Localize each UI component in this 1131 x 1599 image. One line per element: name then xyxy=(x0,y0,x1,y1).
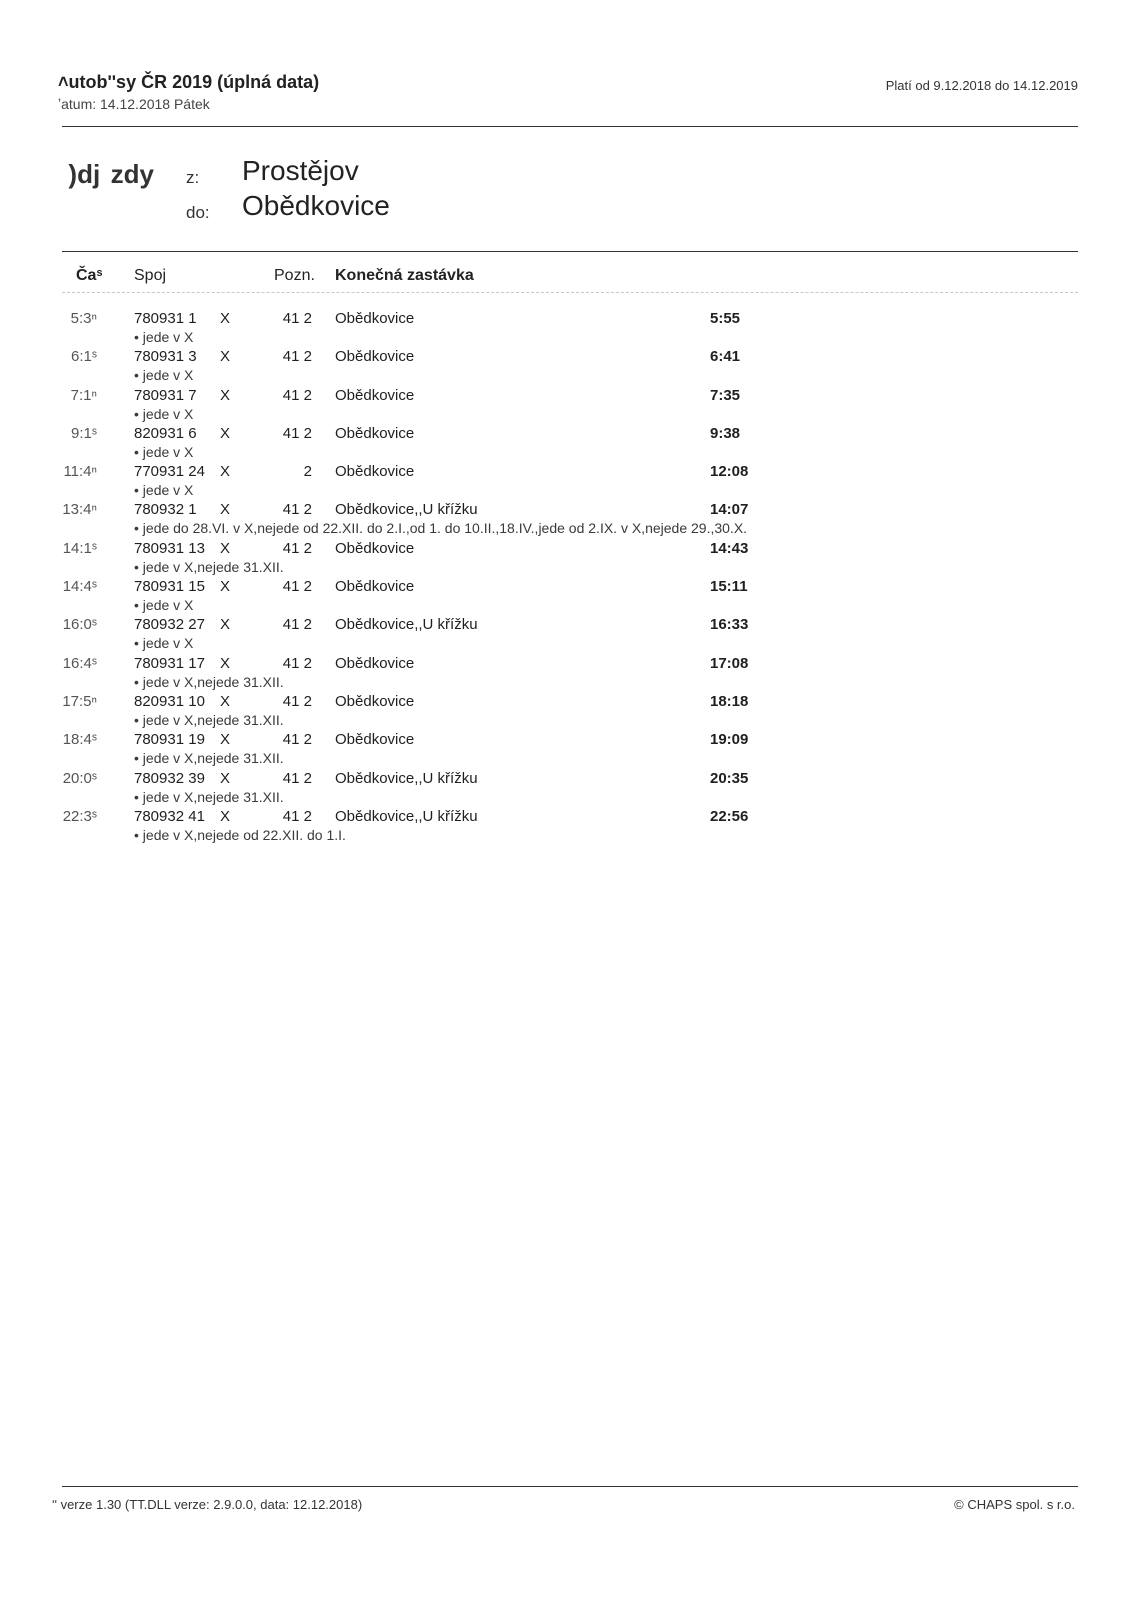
departure-row xyxy=(0,310,1131,348)
route-note: 2 xyxy=(303,463,312,481)
departure-time: 5:3ⁿ xyxy=(70,310,97,327)
arrival-time: 18:18 xyxy=(710,692,749,710)
column-header-divider xyxy=(62,292,1078,293)
service-remark: • jede v X,nejede 31.XII. xyxy=(134,711,284,728)
connection-number: 780931 3 xyxy=(134,348,197,366)
route-note: 41 2 xyxy=(282,539,312,557)
service-code: X xyxy=(220,310,231,327)
final-stop: Obědkovice,,U křížku xyxy=(335,501,478,519)
route-note: 41 2 xyxy=(282,807,312,825)
route-note: 41 2 xyxy=(282,501,312,519)
service-remark: • jede v X xyxy=(134,367,194,384)
departure-row xyxy=(0,578,1131,616)
footer-divider xyxy=(62,1486,1078,1487)
service-remark: • jede v X,nejede 31.XII. xyxy=(134,750,284,767)
arrival-time: 7:35 xyxy=(710,386,741,404)
final-stop: Obědkovice xyxy=(335,463,415,481)
column-header-time: Čaˢ xyxy=(76,267,103,284)
departure-row xyxy=(0,501,1131,539)
service-code: X xyxy=(220,386,231,404)
arrival-time: 15:11 xyxy=(710,578,748,596)
departure-row xyxy=(0,463,1131,501)
destination-station: Obědkovice xyxy=(242,190,390,221)
connection-number: 780931 7 xyxy=(134,386,197,404)
route-block xyxy=(58,155,758,235)
departure-row xyxy=(0,348,1131,386)
final-stop: Obědkovice xyxy=(335,348,415,366)
connection-number: 780932 1 xyxy=(134,501,197,519)
route-note: 41 2 xyxy=(282,386,312,404)
connection-number: 780932 39 xyxy=(134,769,205,787)
service-remark: • jede v X xyxy=(134,635,194,652)
service-code: X xyxy=(220,769,231,787)
departure-row xyxy=(0,808,1131,846)
service-remark: • jede v X,nejede od 22.XII. do 1.I. xyxy=(134,826,346,843)
document-title: ˄utobʹʹsy ČR 2019 (úplná data) xyxy=(58,72,320,92)
departures-list xyxy=(0,310,1131,846)
arrival-time: 6:41 xyxy=(710,348,741,366)
copyright: © CHAPS spol. s r.o. xyxy=(954,1497,1075,1512)
document-date: ʼatum: 14.12.2018 Pátek xyxy=(58,96,210,112)
service-code: X xyxy=(220,654,231,672)
departure-time: 18:4ˢ xyxy=(62,731,97,749)
final-stop: Obědkovice xyxy=(335,424,415,442)
route-note: 41 2 xyxy=(282,692,312,710)
service-remark: • jede do 28.VI. v X,nejede od 22.XII. do 2.I.,od 1. do 10.II.,18.IV.,jede od 2.IX. v X,nejede 29.,30.X. xyxy=(134,520,748,537)
departure-time: 14:1ˢ xyxy=(62,539,97,557)
connection-number: 780931 15 xyxy=(134,578,205,596)
service-code: X xyxy=(220,539,231,557)
final-stop: Obědkovice xyxy=(335,692,415,710)
connection-number: 780931 17 xyxy=(134,654,205,672)
connection-number: 770931 24 xyxy=(134,463,205,481)
arrival-time: 9:38 xyxy=(710,424,741,442)
arrival-time: 20:35 xyxy=(710,769,749,787)
connection-number: 780931 19 xyxy=(134,731,205,749)
arrival-time: 5:55 xyxy=(710,310,741,327)
service-code: X xyxy=(220,348,231,366)
route-note: 41 2 xyxy=(282,769,312,787)
final-stop: Obědkovice,,U křížku xyxy=(335,807,478,825)
final-stop: Obědkovice xyxy=(335,731,415,749)
service-remark: • jede v X,nejede 31.XII. xyxy=(134,788,284,805)
validity-period: Platí od 9.12.2018 do 14.12.2019 xyxy=(885,78,1078,93)
connection-number: 780932 27 xyxy=(134,616,205,634)
route-note: 41 2 xyxy=(282,348,312,366)
departure-time: 17:5ⁿ xyxy=(62,692,97,710)
arrival-time: 16:33 xyxy=(710,616,749,634)
connection-number: 780931 13 xyxy=(134,539,205,557)
departure-row xyxy=(0,540,1131,578)
final-stop: Obědkovice,,U křížku xyxy=(335,616,478,634)
departure-time: 16:4ˢ xyxy=(62,654,97,672)
service-code: X xyxy=(220,731,231,749)
column-header-note: Pozn. xyxy=(274,267,315,284)
from-label: z: xyxy=(186,168,200,187)
departure-time: 20:0ˢ xyxy=(62,769,97,787)
service-remark: • jede v X xyxy=(134,405,194,422)
page-header xyxy=(58,72,1078,126)
connection-number: 780932 41 xyxy=(134,807,205,825)
software-version: ʹʹ verze 1.30 (TT.DLL verze: 2.9.0.0, data: 12.12.2018) xyxy=(52,1497,363,1512)
column-header-final-stop: Konečná zastávka xyxy=(335,267,474,284)
arrival-time: 14:07 xyxy=(710,501,749,519)
service-code: X xyxy=(220,424,231,442)
departure-row xyxy=(0,425,1131,463)
departure-row xyxy=(0,693,1131,731)
final-stop: Obědkovice xyxy=(335,654,415,672)
departure-row xyxy=(0,655,1131,693)
route-note: 41 2 xyxy=(282,731,312,749)
service-code: X xyxy=(220,463,231,481)
departure-row xyxy=(0,770,1131,808)
final-stop: Obědkovice,,U křížku xyxy=(335,769,478,787)
arrival-time: 12:08 xyxy=(710,463,749,481)
connection-number: 820931 10 xyxy=(134,692,205,710)
service-code: X xyxy=(220,501,231,519)
origin-station: Prostějov xyxy=(242,155,359,186)
arrival-time: 22:56 xyxy=(710,807,749,825)
departure-time: 9:1ˢ xyxy=(71,424,97,442)
service-code: X xyxy=(220,578,231,596)
to-label: do: xyxy=(186,203,210,222)
service-remark: • jede v X xyxy=(134,443,194,460)
final-stop: Obědkovice xyxy=(335,539,415,557)
connection-number: 780931 1 xyxy=(134,310,197,327)
header-divider xyxy=(62,126,1078,127)
departure-time: 16:0ˢ xyxy=(62,616,97,634)
service-remark: • jede v X,nejede 31.XII. xyxy=(134,673,284,690)
departure-time: 14:4ˢ xyxy=(62,578,97,596)
service-remark: • jede v X xyxy=(134,482,194,499)
final-stop: Obědkovice xyxy=(335,578,415,596)
route-note: 41 2 xyxy=(282,578,312,596)
departure-time: 22:3ˢ xyxy=(62,807,97,825)
service-code: X xyxy=(220,616,231,634)
arrival-time: 19:09 xyxy=(710,731,749,749)
service-remark: • jede v X xyxy=(134,329,194,345)
route-note: 41 2 xyxy=(282,654,312,672)
departure-time: 6:1ˢ xyxy=(71,348,97,366)
service-remark: • jede v X xyxy=(134,597,194,614)
departure-time: 11:4ⁿ xyxy=(63,463,97,481)
departure-row xyxy=(0,387,1131,425)
arrival-time: 14:43 xyxy=(710,539,749,557)
final-stop: Obědkovice xyxy=(335,310,415,327)
arrival-time: 17:08 xyxy=(710,654,749,672)
departures-heading: )dj zdy xyxy=(58,159,154,189)
departure-time: 13:4ⁿ xyxy=(62,501,97,519)
column-header-connection: Spoj xyxy=(134,267,167,284)
departure-time: 7:1ⁿ xyxy=(70,386,97,404)
departure-row xyxy=(0,616,1131,654)
route-note: 41 2 xyxy=(282,310,312,327)
service-code: X xyxy=(220,807,231,825)
departure-row xyxy=(0,731,1131,769)
route-note: 41 2 xyxy=(282,616,312,634)
service-code: X xyxy=(220,692,231,710)
final-stop: Obědkovice xyxy=(335,386,415,404)
connection-number: 820931 6 xyxy=(134,424,197,442)
service-remark: • jede v X,nejede 31.XII. xyxy=(134,558,284,575)
route-divider xyxy=(62,251,1078,252)
route-note: 41 2 xyxy=(282,424,312,442)
